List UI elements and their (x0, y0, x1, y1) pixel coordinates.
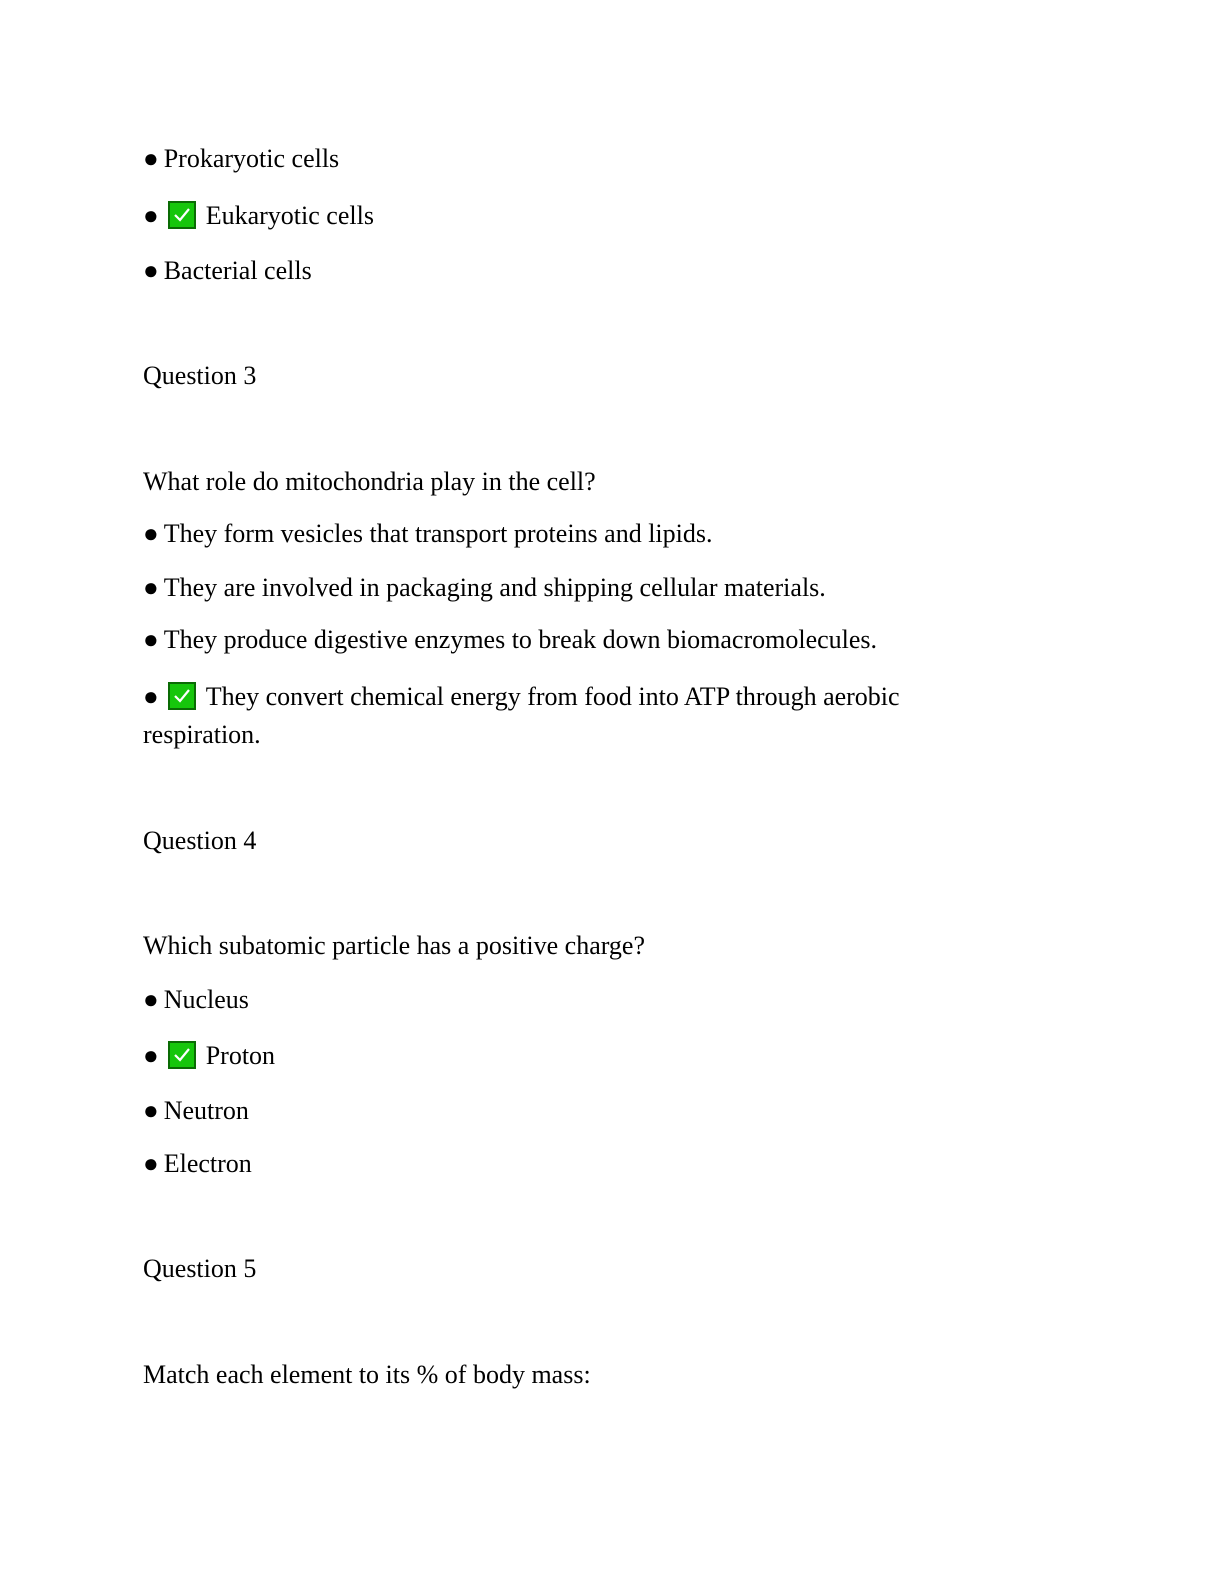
q4-option-4-text: Electron (163, 1149, 252, 1178)
bullet: ● (143, 985, 159, 1014)
q4-option-1-text: Nucleus (163, 985, 249, 1014)
bullet: ● (143, 1041, 159, 1070)
q2-option-2-correct (143, 197, 374, 235)
q4-option-3-text: Neutron (163, 1096, 249, 1125)
bullet: ● (143, 144, 159, 173)
check-mark-icon (168, 682, 196, 710)
q3-option-2-text: They are involved in packaging and shipping cellular materials. (163, 573, 826, 602)
q4-option-1 (143, 981, 249, 1019)
question-3-prompt: What role do mitochondria play in the cell? (143, 467, 596, 496)
bullet: ● (143, 625, 159, 654)
q3-option-3-text: They produce digestive enzymes to break down biomacromolecules. (163, 625, 878, 654)
q3-option-2 (143, 569, 826, 607)
q4-option-3 (143, 1092, 249, 1130)
q4-option-2-correct (143, 1037, 275, 1075)
bullet: ● (143, 201, 159, 230)
q2-option-3 (143, 252, 312, 290)
q3-option-1 (143, 515, 713, 553)
q2-option-1 (143, 140, 339, 178)
bullet: ● (143, 1149, 159, 1178)
check-mark-icon (168, 201, 196, 229)
question-4-prompt: Which subatomic particle has a positive charge? (143, 931, 645, 960)
question-3-heading: Question 3 (143, 361, 257, 390)
q2-option-1-text: Prokaryotic cells (163, 144, 340, 173)
q4-option-4 (143, 1145, 252, 1183)
question-4-heading: Question 4 (143, 826, 257, 855)
check-mark-icon (168, 1041, 196, 1069)
q3-option-4-text: They convert chemical energy from food into ATP through aerobic respiration. (143, 682, 900, 749)
bullet: ● (143, 256, 159, 285)
bullet: ● (143, 1096, 159, 1125)
q2-option-3-text: Bacterial cells (163, 256, 312, 285)
bullet: ● (143, 682, 159, 711)
q3-option-4-correct (143, 678, 983, 754)
bullet: ● (143, 573, 159, 602)
question-5-heading: Question 5 (143, 1254, 257, 1283)
q3-option-1-text: They form vesicles that transport proteins and lipids. (163, 519, 713, 548)
q3-option-3 (143, 621, 877, 659)
question-5-prompt: Match each element to its % of body mass: (143, 1360, 591, 1389)
q4-option-2-text: Proton (205, 1041, 276, 1070)
bullet: ● (143, 519, 159, 548)
q2-option-2-text: Eukaryotic cells (205, 201, 374, 230)
